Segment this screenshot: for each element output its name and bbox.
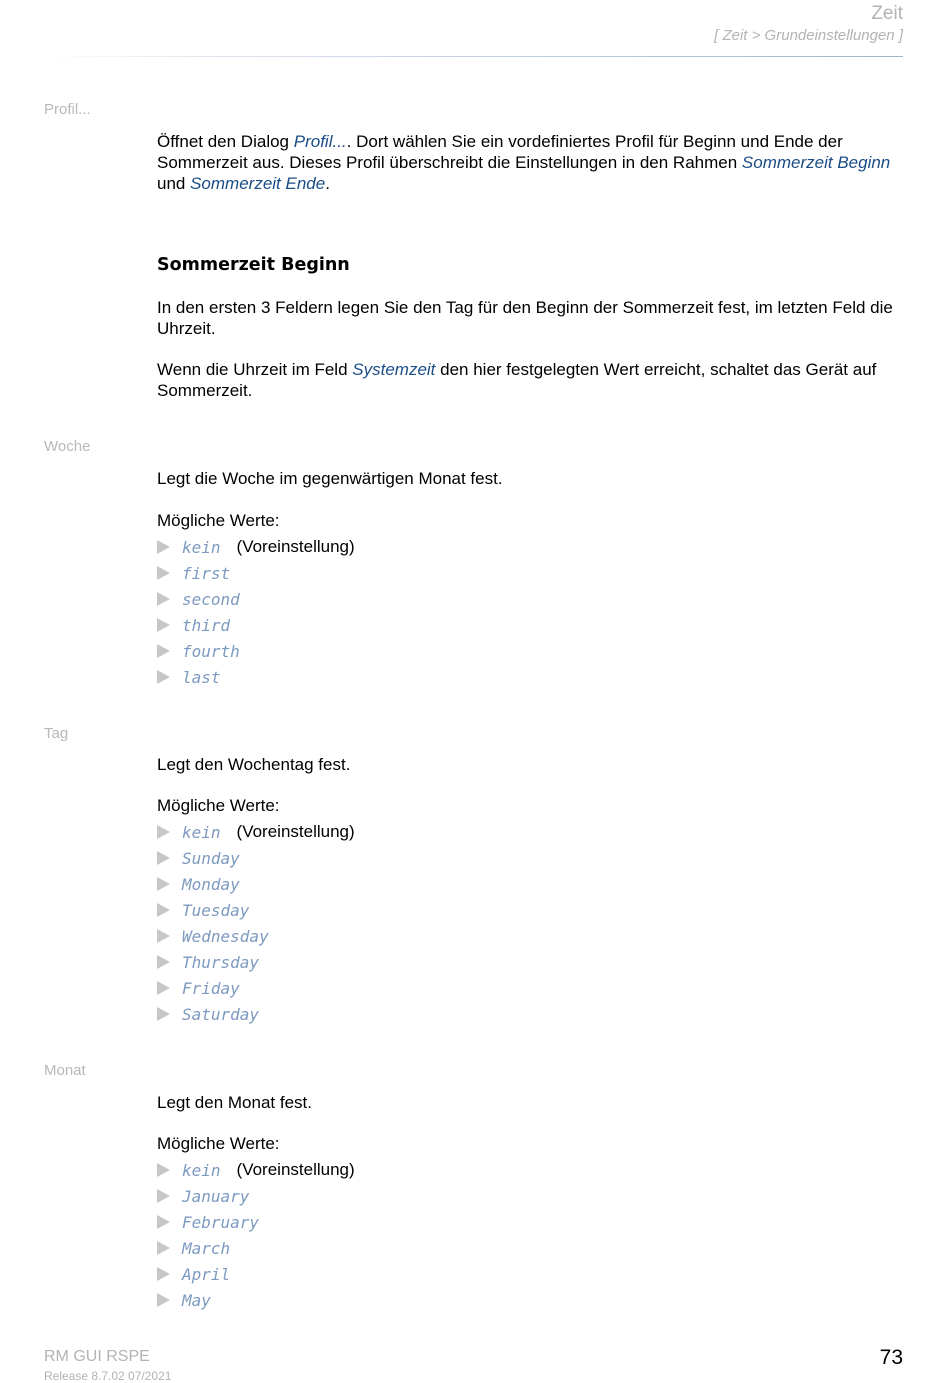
woche-values-heading: Mögliche Werte: bbox=[157, 511, 280, 530]
list-item: Monday bbox=[157, 871, 355, 897]
footer-release: Release 8.7.02 07/2021 bbox=[44, 1369, 172, 1383]
running-header-breadcrumb: [ Zeit > Grundeinstellungen ] bbox=[714, 27, 903, 44]
list-item: third bbox=[157, 612, 355, 638]
header-divider bbox=[44, 56, 903, 57]
bullet-triangle-icon bbox=[157, 1293, 170, 1307]
param-label-profil: Profil... bbox=[44, 101, 91, 118]
list-item: last bbox=[157, 664, 355, 690]
list-item: Thursday bbox=[157, 949, 355, 975]
bullet-triangle-icon bbox=[157, 618, 170, 632]
bullet-triangle-icon bbox=[157, 825, 170, 839]
woche-description: Legt die Woche im gegenwärtigen Monat fest. bbox=[157, 469, 503, 488]
sommerzeit-beginn-link[interactable]: Sommerzeit Beginn bbox=[741, 153, 891, 172]
list-item: Friday bbox=[157, 975, 355, 1001]
list-item: second bbox=[157, 586, 355, 612]
profil-description: Öffnet den Dialog Profil.... Dort wählen Sie ein vordefiniertes Profil für Beginn und Ende der Sommerzeit aus. Dieses Profil überschreibt die Einstellungen in den Rahmen Sommerzeit Beginn und Sommerzeit Ende. bbox=[157, 132, 891, 193]
profil-dialog-link[interactable]: Profil... bbox=[293, 132, 347, 151]
sommerzeit-ende-link[interactable]: Sommerzeit Ende bbox=[190, 174, 326, 193]
bullet-triangle-icon bbox=[157, 1163, 170, 1177]
tag-description: Legt den Wochentag fest. bbox=[157, 755, 351, 774]
list-item: kein (Voreinstellung) bbox=[157, 1157, 355, 1183]
list-item: fourth bbox=[157, 638, 355, 664]
tag-values-list bbox=[157, 819, 355, 1027]
page-number: 73 bbox=[879, 1346, 903, 1369]
list-item: kein (Voreinstellung) bbox=[157, 819, 355, 845]
list-item: February bbox=[157, 1209, 355, 1235]
param-label-tag: Tag bbox=[44, 725, 69, 742]
bullet-triangle-icon bbox=[157, 981, 170, 995]
monat-description: Legt den Monat fest. bbox=[157, 1093, 312, 1112]
list-item: May bbox=[157, 1287, 355, 1313]
list-item: Sunday bbox=[157, 845, 355, 871]
list-item: March bbox=[157, 1235, 355, 1261]
list-item: Saturday bbox=[157, 1001, 355, 1027]
tag-values-heading: Mögliche Werte: bbox=[157, 796, 280, 815]
footer-product: RM GUI RSPE bbox=[44, 1348, 150, 1365]
bullet-triangle-icon bbox=[157, 566, 170, 580]
running-header-title: Zeit bbox=[871, 3, 903, 24]
bullet-triangle-icon bbox=[157, 851, 170, 865]
bullet-triangle-icon bbox=[157, 1189, 170, 1203]
list-item: April bbox=[157, 1261, 355, 1287]
systemzeit-link[interactable]: Systemzeit bbox=[352, 360, 436, 379]
bullet-triangle-icon bbox=[157, 540, 170, 554]
bullet-triangle-icon bbox=[157, 1215, 170, 1229]
bullet-triangle-icon bbox=[157, 877, 170, 891]
bullet-triangle-icon bbox=[157, 1241, 170, 1255]
bullet-triangle-icon bbox=[157, 592, 170, 606]
bullet-triangle-icon bbox=[157, 1267, 170, 1281]
bullet-triangle-icon bbox=[157, 1007, 170, 1021]
bullet-triangle-icon bbox=[157, 670, 170, 684]
list-item: kein (Voreinstellung) bbox=[157, 534, 355, 560]
param-label-woche: Woche bbox=[44, 438, 91, 455]
list-item: Tuesday bbox=[157, 897, 355, 923]
woche-values-list bbox=[157, 534, 355, 690]
bullet-triangle-icon bbox=[157, 903, 170, 917]
section-heading: Sommerzeit Beginn bbox=[157, 255, 350, 275]
list-item: first bbox=[157, 560, 355, 586]
monat-values-list bbox=[157, 1157, 355, 1313]
section-systemzeit-note: Wenn die Uhrzeit im Feld Systemzeit den hier festgelegten Wert erreicht, schaltet das Gerät auf Sommerzeit. bbox=[157, 360, 877, 400]
list-item: January bbox=[157, 1183, 355, 1209]
bullet-triangle-icon bbox=[157, 929, 170, 943]
bullet-triangle-icon bbox=[157, 955, 170, 969]
list-item: Wednesday bbox=[157, 923, 355, 949]
section-intro: In den ersten 3 Feldern legen Sie den Tag für den Beginn der Sommerzeit fest, im letzten Feld die Uhrzeit. bbox=[157, 298, 893, 338]
monat-values-heading: Mögliche Werte: bbox=[157, 1134, 280, 1153]
param-label-monat: Monat bbox=[44, 1062, 86, 1079]
bullet-triangle-icon bbox=[157, 644, 170, 658]
